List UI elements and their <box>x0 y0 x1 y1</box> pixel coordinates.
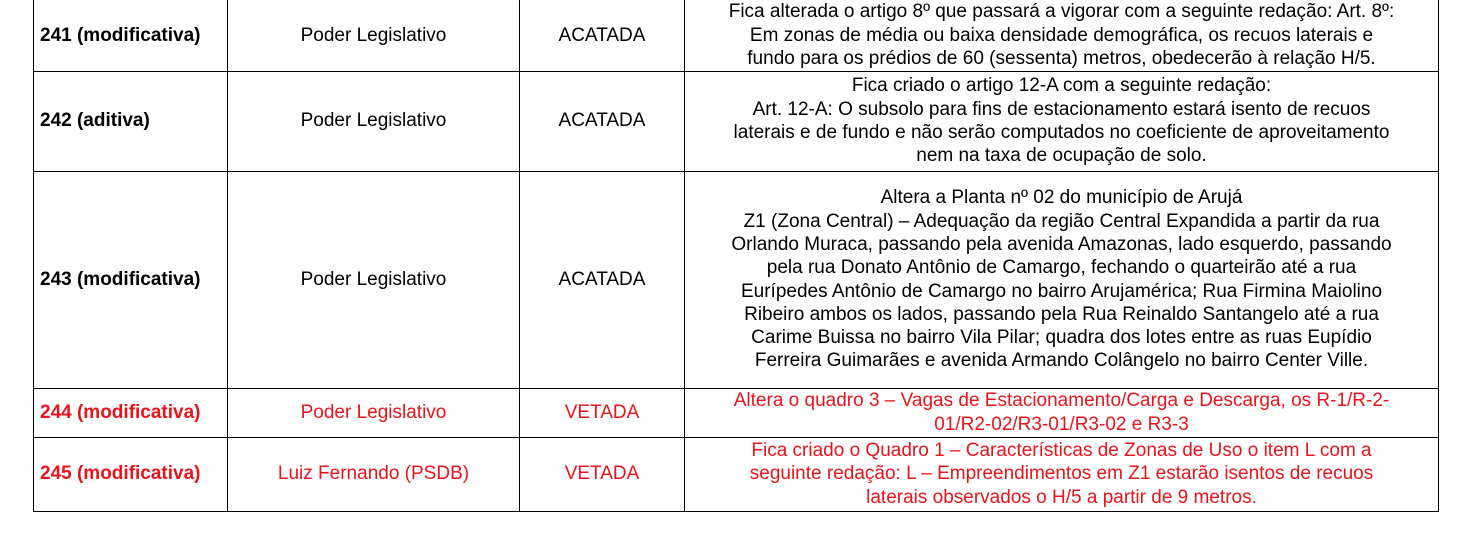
amendment-number: 245 (modificativa) <box>34 437 228 511</box>
description-line: Orlando Muraca, passando pela avenida Amazonas, lado esquerdo, passando <box>731 233 1392 255</box>
table-row <box>34 71 1439 171</box>
amendment-status: ACATADA <box>520 0 685 71</box>
amendment-description <box>685 171 1439 388</box>
table-row <box>34 171 1439 388</box>
amendment-author: Poder Legislativo <box>228 171 520 388</box>
amendment-author: Luiz Fernando (PSDB) <box>228 437 520 511</box>
amendment-description <box>685 0 1439 71</box>
table-row <box>34 437 1439 511</box>
description-line: laterais e de fundo e não serão computados no coeficiente de aproveitamento <box>733 122 1390 143</box>
amendment-description <box>685 71 1439 171</box>
description-line: Altera a Planta nº 02 do município de Arujá <box>880 187 1243 209</box>
amendment-number: 242 (aditiva) <box>34 71 228 171</box>
table-row <box>34 388 1439 437</box>
description-line: Eurípedes Antônio de Camargo no bairro Arujamérica; Rua Firmina Maiolino <box>740 280 1383 302</box>
amendment-author: Poder Legislativo <box>228 71 520 171</box>
amendment-number: 244 (modificativa) <box>34 388 228 437</box>
amendment-status: VETADA <box>520 437 685 511</box>
amendment-number: 241 (modificativa) <box>34 0 228 71</box>
amendment-number: 243 (modificativa) <box>34 171 228 388</box>
description-line: Altera o quadro 3 – Vagas de Estacionamento/Carga e Descarga, os R-1/R-2- <box>733 390 1390 412</box>
amendment-status: VETADA <box>520 388 685 437</box>
amendment-status: ACATADA <box>520 171 685 388</box>
description-line: Fica criado o Quadro 1 – Características de Zonas de Uso o item L com a <box>751 440 1372 462</box>
amendment-description <box>685 437 1439 511</box>
amendment-status: ACATADA <box>520 71 685 171</box>
description-line: Carime Buissa no bairro Vila Pilar; quadra dos lotes entre as ruas Eupídio <box>751 327 1372 349</box>
description-line: pela rua Donato Antônio de Camargo, fechando o quarteirão até a rua <box>766 257 1357 279</box>
amendments-table <box>33 0 1439 512</box>
description-line: 01/R2-02/R3-01/R3-02 e R3-3 <box>934 413 1189 435</box>
description-line: Ribeiro ambos os lados, passando pela Rua Reinaldo Santangelo até a rua <box>744 303 1379 325</box>
description-line: seguinte redação: L – Empreendimentos em Z1 estarão isentos de recuos <box>749 463 1374 485</box>
amendment-description <box>685 388 1439 437</box>
description-line: nem na taxa de ocupação de solo. <box>916 145 1207 167</box>
description-line: fundo para os prédios de 60 (sessenta) metros, obedecerão à relação H/5. <box>747 47 1376 69</box>
description-line: Em zonas de média ou baixa densidade demográfica, os recuos laterais e <box>749 24 1374 46</box>
description-line: Art. 12-A: O subsolo para fins de estacionamento estará isento de recuos <box>752 98 1371 120</box>
description-line: laterais observados o H/5 a partir de 9 metros. <box>866 486 1257 508</box>
description-line: Ferreira Guimarães e avenida Armando Colângelo no bairro Center Ville. <box>754 350 1369 372</box>
amendment-author: Poder Legislativo <box>228 0 520 71</box>
description-line: Fica alterada o artigo 8º que passará a vigorar com a seguinte redação: Art. 8º: <box>728 1 1395 23</box>
table-row <box>34 0 1439 71</box>
description-line: Z1 (Zona Central) – Adequação da região Central Expandida a partir da rua <box>743 210 1380 232</box>
description-line: Fica criado o artigo 12-A com a seguinte redação: <box>851 75 1272 97</box>
amendment-author: Poder Legislativo <box>228 388 520 437</box>
